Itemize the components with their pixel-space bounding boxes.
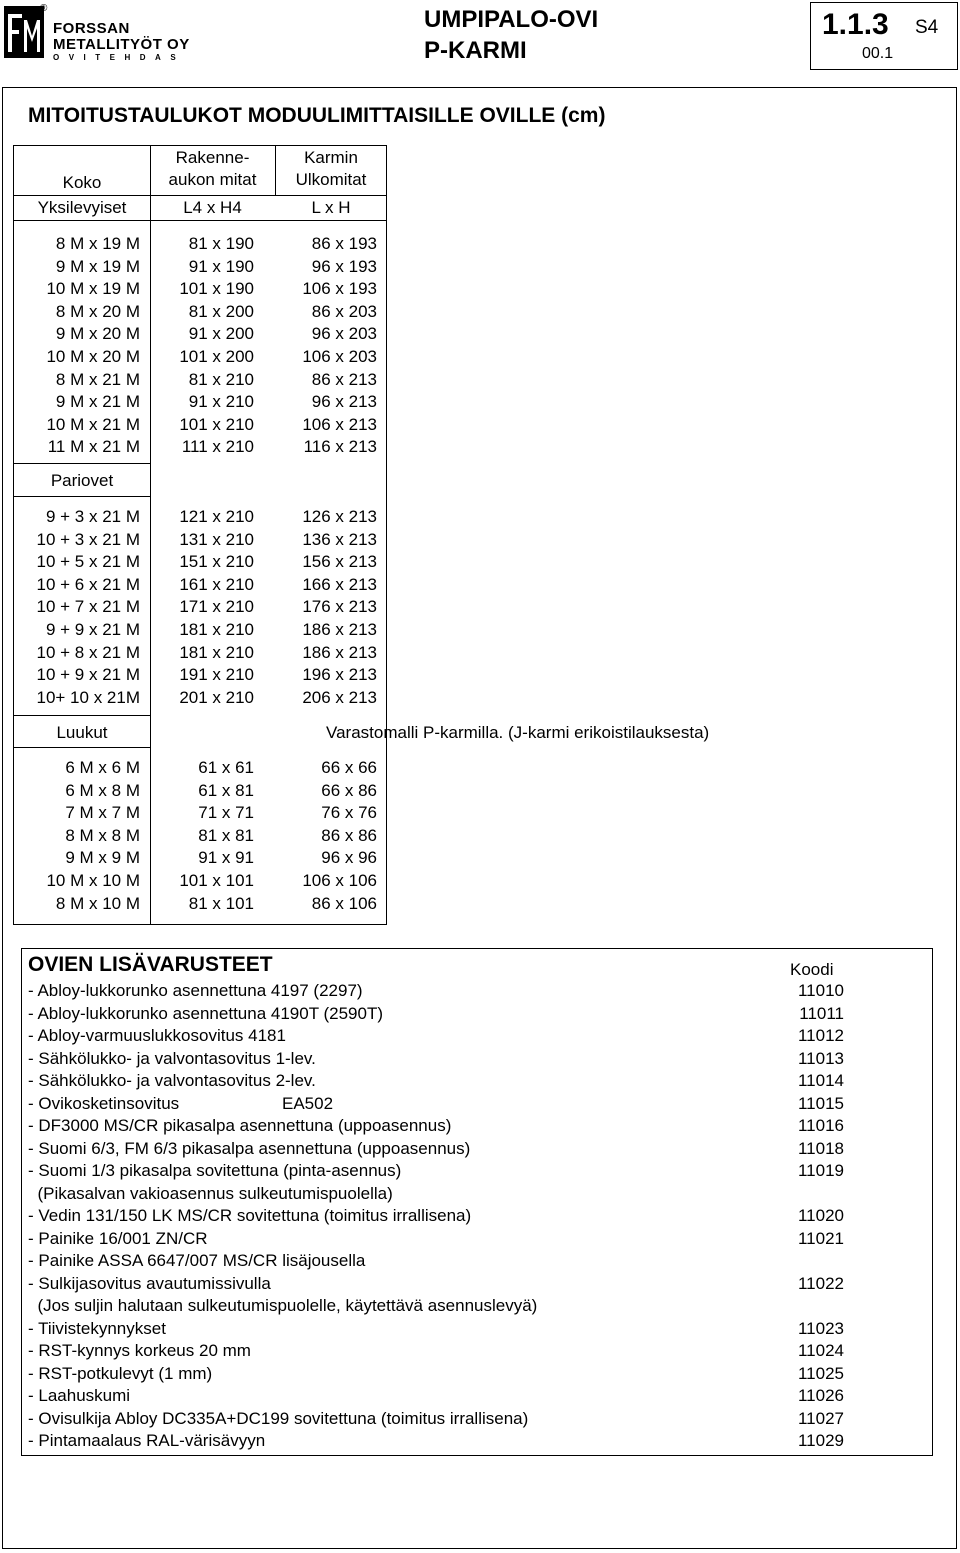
table-cell: 66 x 66: [321, 758, 377, 777]
accessory-item: - DF3000 MS/CR pikasalpa asennettuna (uppoasennus): [28, 1116, 452, 1135]
accessory-item: - Abloy-varmuuslukkosovitus 4181: [28, 1026, 286, 1045]
accessory-code: 11014: [797, 1071, 844, 1090]
accessory-item: - Sulkijasovitus avautumissivulla: [28, 1273, 271, 1293]
table-cell: 8 M x 8 M: [65, 825, 140, 845]
col2-header-line2: aukon mitat: [168, 170, 257, 189]
table-cell: 106 x 193: [302, 279, 377, 299]
table-cell: 166 x 213: [302, 574, 377, 594]
table-cell: 106 x 203: [302, 347, 377, 366]
accessory-item: - Suomi 6/3, FM 6/3 pikasalpa asennettuna (uppoasennus): [28, 1138, 471, 1158]
sheet-number: S4: [915, 17, 939, 38]
table-cell: 9 M x 20 M: [55, 324, 140, 344]
table-cell: 10 + 8 x 21 M: [36, 642, 140, 662]
table-cell: 91 x 200: [188, 324, 254, 344]
accessories-title: OVIEN LISÄVARUSTEET: [28, 953, 273, 976]
accessory-item: - Sähkölukko- ja valvontasovitus 1-lev.: [28, 1048, 316, 1068]
accessory-code: 11016: [797, 1116, 844, 1135]
accessory-item: - Painike ASSA 6647/007 MS/CR lisäjousella: [28, 1251, 366, 1270]
col1-header: Koko: [62, 173, 102, 192]
table-cell: 61 x 61: [198, 758, 254, 777]
table-cell: 81 x 190: [188, 234, 254, 253]
accessory-code: 11011: [799, 1003, 844, 1023]
table-cell: 131 x 210: [179, 529, 254, 549]
table-cell: 156 x 213: [302, 552, 377, 572]
accessory-item-model: EA502: [282, 1093, 334, 1113]
accessory-code: 11015: [797, 1093, 844, 1113]
table-cell: 81 x 210: [188, 369, 254, 389]
accessory-item: - RST-kynnys korkeus 20 mm: [28, 1341, 251, 1360]
accessory-item: - Abloy-lukkorunko asennettuna 4190T (2590T): [28, 1003, 384, 1023]
table-cell: 181 x 210: [179, 642, 254, 662]
col3-header-line1: Karmin: [304, 148, 358, 167]
accessory-item: - Pintamaalaus RAL-värisävyyn: [28, 1431, 266, 1450]
table-divider: [13, 195, 387, 196]
accessory-item: - Abloy-lukkorunko asennettuna 4197 (2297): [28, 981, 363, 1000]
table-cell: 9 + 9 x 21 M: [45, 620, 140, 639]
table-cell: 91 x 210: [188, 392, 254, 412]
table-cell: 206 x 213: [302, 687, 377, 707]
accessory-code: 11013: [797, 1048, 844, 1068]
table-cell: 66 x 86: [321, 780, 377, 800]
accessory-item: - Ovisulkija Abloy DC335A+DC199 sovitettuna (toimitus irrallisena): [28, 1408, 529, 1428]
table-cell: 10 + 7 x 21 M: [36, 597, 140, 617]
table-cell: 96 x 213: [311, 392, 377, 412]
table-cell: 10 + 6 x 21 M: [36, 574, 140, 594]
table-cell: 8 M x 21 M: [55, 369, 140, 389]
registered-mark-icon: ®: [40, 3, 48, 14]
section-label-luukut: Luukut: [56, 723, 108, 742]
table-cell: 10 M x 19 M: [46, 279, 140, 299]
table-divider: [13, 747, 150, 748]
main-title: MITOITUSTAULUKOT MODUULIMITTAISILLE OVILLE (cm): [28, 104, 606, 127]
accessories-code-header: Koodi: [790, 960, 834, 979]
company-logo: [4, 6, 44, 58]
table-cell: 10 + 5 x 21 M: [36, 552, 140, 572]
table-divider: [13, 496, 150, 497]
accessory-item: - Tiivistekynnykset: [28, 1318, 166, 1338]
col3-header-line2: Ulkomitat: [295, 170, 367, 189]
accessory-code: 11027: [797, 1408, 844, 1428]
accessory-code: 11029: [797, 1431, 844, 1450]
accessory-code: 11010: [797, 981, 844, 1000]
accessory-code: 11023: [797, 1318, 844, 1338]
product-title-line2: P-KARMI: [424, 37, 527, 64]
section-label-pariovet: Pariovet: [50, 471, 114, 490]
table-cell: 71 x 71: [198, 803, 254, 823]
table-cell: 106 x 213: [302, 414, 377, 434]
table-cell: 9 M x 9 M: [65, 848, 140, 868]
table-cell: 91 x 91: [198, 848, 254, 868]
table-cell: 111 x 210: [181, 437, 254, 457]
accessory-item: - Suomi 1/3 pikasalpa sovitettuna (pinta-asennus): [28, 1161, 402, 1180]
table-cell: 6 M x 8 M: [65, 780, 140, 800]
accessory-code: 11019: [797, 1161, 844, 1180]
table-cell: 86 x 86: [321, 825, 377, 845]
table-cell: 176 x 213: [302, 597, 377, 617]
table-cell: 9 + 3 x 21 M: [45, 507, 140, 526]
table-cell: 101 x 190: [179, 279, 254, 299]
table-cell: 6 M x 6 M: [65, 758, 140, 777]
table-cell: 191 x 210: [179, 665, 254, 685]
accessory-item: - Laahuskumi: [28, 1386, 131, 1405]
company-name-line1: FORSSAN: [53, 20, 130, 37]
table-cell: 61 x 81: [198, 780, 254, 800]
col2-header-line1: Rakenne-: [175, 148, 250, 167]
accessory-code: 11021: [797, 1228, 844, 1248]
table-cell: 101 x 101: [179, 871, 254, 890]
table-cell: 186 x 213: [302, 642, 377, 662]
table-cell: 116 x 213: [303, 437, 377, 457]
accessory-item: - RST-potkulevyt (1 mm): [28, 1363, 213, 1383]
accessory-code: 11025: [797, 1363, 844, 1383]
company-name-line2: METALLITYÖT OY: [53, 36, 190, 53]
table-cell: 136 x 213: [302, 529, 377, 549]
table-divider: [13, 463, 150, 464]
accessory-code: 11020: [797, 1206, 844, 1225]
company-name-line3: OVITEHDAS: [53, 53, 186, 62]
table-cell: 96 x 203: [311, 324, 377, 344]
table-cell: 8 M x 20 M: [55, 301, 140, 321]
table-cell: 196 x 213: [302, 665, 377, 685]
document-number: 1.1.3: [822, 8, 889, 41]
accessory-code: 11022: [797, 1273, 844, 1293]
accessory-item: - Sähkölukko- ja valvontasovitus 2-lev.: [28, 1071, 316, 1090]
table-cell: 9 M x 19 M: [55, 256, 140, 276]
table-cell: 8 M x 19 M: [55, 234, 140, 253]
table-cell: 151 x 210: [179, 552, 254, 572]
table-cell: 126 x 213: [302, 507, 377, 526]
table-cell: 96 x 96: [321, 848, 377, 868]
table-cell: 81 x 101: [188, 893, 254, 913]
table-cell: 121 x 210: [179, 507, 254, 526]
table-cell: 9 M x 21 M: [55, 392, 140, 412]
accessory-item: - Vedin 131/150 LK MS/CR sovitettuna (toimitus irrallisena): [28, 1206, 472, 1225]
accessory-code: 11018: [797, 1138, 844, 1158]
product-title-line1: UMPIPALO-OVI: [424, 6, 599, 33]
accessory-item: - Ovikosketinsovitus: [28, 1093, 180, 1113]
table-cell: 7 M x 7 M: [65, 803, 140, 823]
table-divider: [13, 715, 150, 716]
table-cell: 101 x 210: [179, 414, 254, 434]
table-cell: 76 x 76: [321, 803, 377, 823]
table-cell: 10 M x 21 M: [46, 414, 140, 434]
table-cell: 86 x 193: [311, 234, 377, 253]
accessory-code: 11026: [797, 1386, 844, 1405]
table-cell: 106 x 106: [302, 871, 377, 890]
accessory-code: 11012: [797, 1026, 844, 1045]
table-cell: 10 + 9 x 21 M: [36, 665, 140, 685]
table-cell: 8 M x 10 M: [55, 893, 140, 913]
accessory-code: 11024: [797, 1341, 844, 1360]
table-cell: 96 x 193: [311, 256, 377, 276]
hatch-note: Varastomalli P-karmilla. (J-karmi erikoistilauksesta): [326, 723, 710, 742]
subheader-l4h4: L4 x H4: [183, 198, 242, 217]
table-cell: 81 x 81: [198, 825, 254, 845]
table-divider: [13, 220, 387, 221]
table-cell: 81 x 200: [188, 301, 254, 321]
accessory-item: (Jos suljin halutaan sulkeutumispuolelle, käytettävä asennuslevyä): [28, 1296, 538, 1315]
table-cell: 86 x 203: [311, 301, 377, 321]
table-cell: 86 x 213: [311, 369, 377, 389]
table-cell: 101 x 200: [179, 347, 254, 366]
table-cell: 91 x 190: [188, 256, 254, 276]
table-cell: 10 + 3 x 21 M: [36, 529, 140, 549]
accessory-item: - Painike 16/001 ZN/CR: [28, 1228, 208, 1248]
table-cell: 171 x 210: [179, 597, 254, 617]
revision-number: 00.1: [862, 45, 894, 62]
table-cell: 201 x 210: [179, 687, 254, 707]
table-cell: 186 x 213: [302, 620, 377, 639]
table-cell: 11 M x 21 M: [47, 437, 140, 457]
accessory-item: (Pikasalvan vakioasennus sulkeutumispuolella): [28, 1183, 393, 1203]
table-cell: 10+ 10 x 21M: [36, 687, 140, 707]
table-cell: 181 x 210: [179, 620, 254, 639]
subheader-yksilevyiset: Yksilevyiset: [37, 198, 127, 217]
subheader-lh: L x H: [311, 198, 351, 217]
table-cell: 10 M x 10 M: [46, 871, 140, 890]
table-cell: 161 x 210: [179, 574, 254, 594]
table-cell: 86 x 106: [311, 893, 377, 913]
table-cell: 10 M x 20 M: [46, 347, 140, 366]
